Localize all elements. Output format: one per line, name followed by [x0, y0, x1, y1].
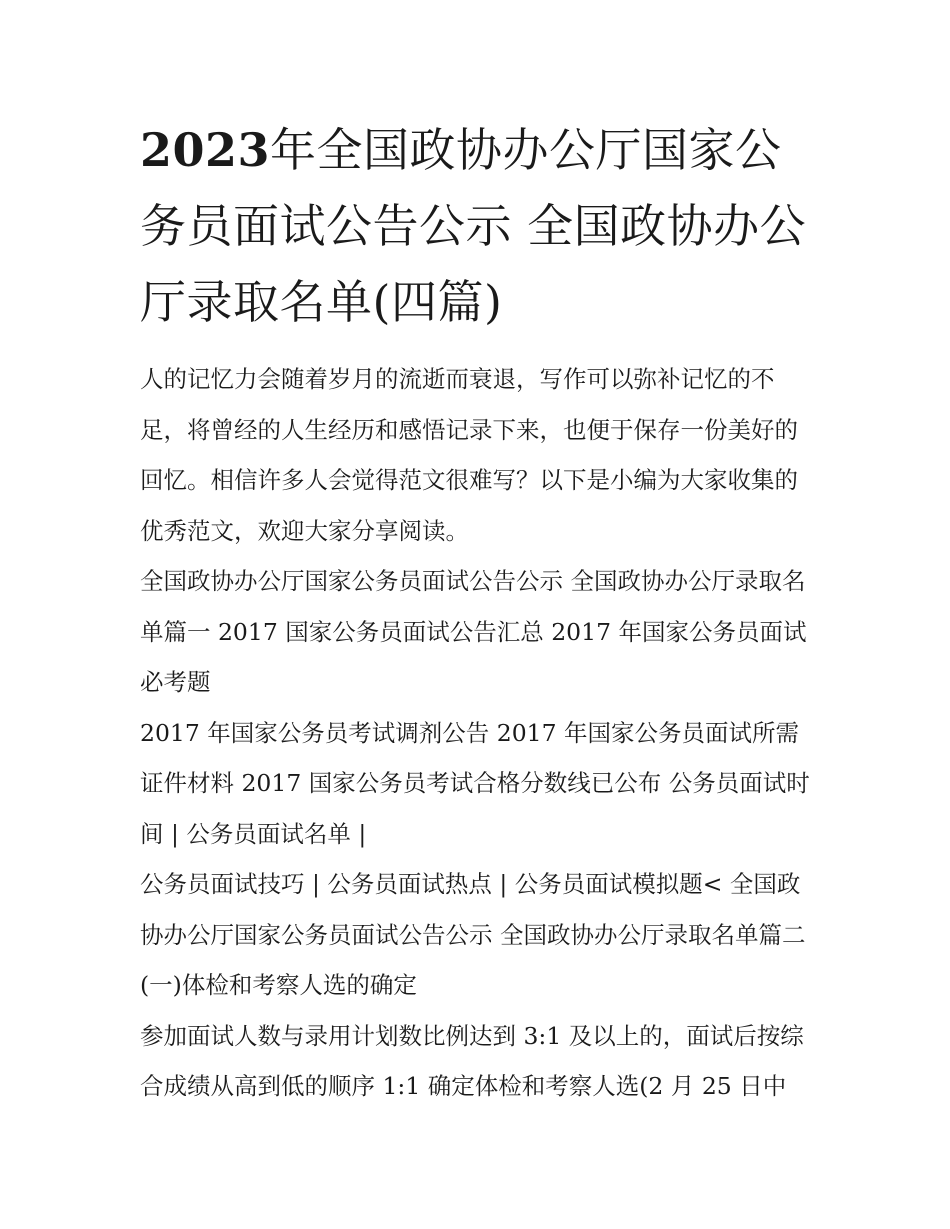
- title-text: 年全国政协办公厅国家公务员面试公告公示 全国政协办公厅录取名单(四篇): [140, 123, 807, 329]
- paragraph-exam-links: 2017 年国家公务员考试调剂公告 2017 年国家公务员面试所需证件材料 2017 国家公务员考试合格分数线已公布 公务员面试时间 | 公务员面试名单 |: [140, 718, 810, 848]
- document-title: [140, 112, 815, 340]
- paragraph-article-one: 全国政协办公厅国家公务员面试公告公示 全国政协办公厅录取名单篇一 2017 国家公务员面试公告汇总 2017 年国家公务员面试必考题: [140, 567, 807, 696]
- paragraph-intro: 人的记忆力会随着岁月的流逝而衰退，写作可以弥补记忆的不足，将曾经的人生经历和感悟记录下来，也便于保存一份美好的回忆。相信许多人会觉得范文很难写？以下是小编为大家收集的优秀范文，欢迎大家分享阅读。: [140, 365, 798, 545]
- document-page: [140, 112, 815, 1112]
- title-year: 2023: [140, 123, 271, 177]
- paragraph-selection-rules: 参加面试人数与录用计划数比例达到 3:1 及以上的，面试后按综合成绩从高到低的顺序 1:1 确定体检和考察人选(2 月 25 日中: [140, 1021, 804, 1100]
- paragraph-article-two: 公务员面试技巧 | 公务员面试热点 | 公务员面试模拟题< 全国政协办公厅国家公务员面试公告公示 全国政协办公厅录取名单篇二 (一)体检和考察人选的确定: [140, 870, 806, 999]
